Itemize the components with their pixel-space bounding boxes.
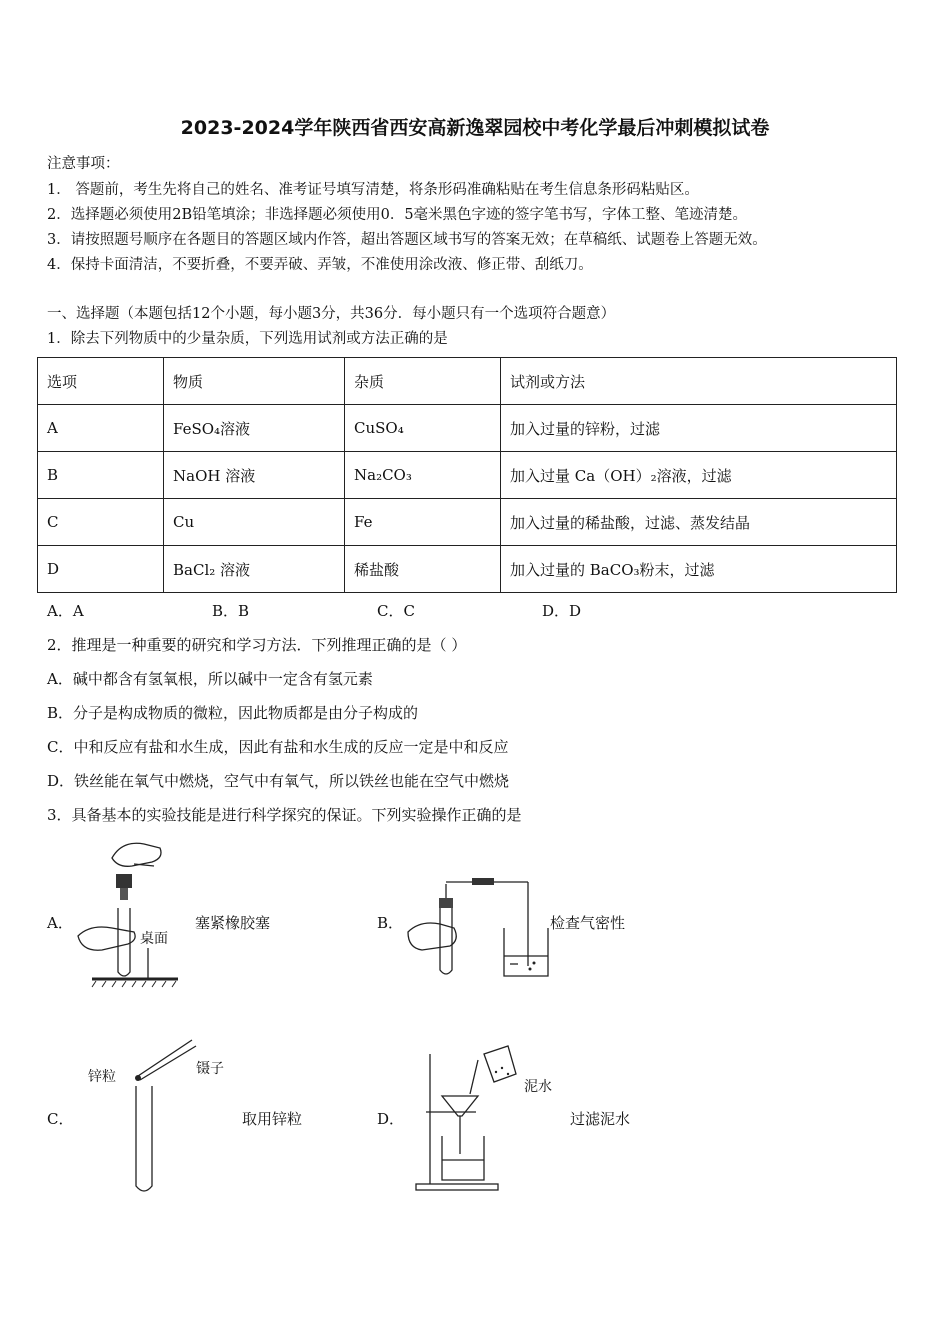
test-tube-icon <box>136 1086 152 1191</box>
table-cell: 稀盐酸 <box>345 546 501 593</box>
answer-option-b[interactable]: B．分子是构成物质的微粒，因此物质都是由分子构成的 <box>47 704 419 722</box>
option-a-letter[interactable]: A． <box>47 914 73 932</box>
beaker-icon <box>442 1136 484 1180</box>
table-cell: Na₂CO₃ <box>345 452 501 499</box>
beaker-icon <box>484 1046 516 1082</box>
test-tube-icon <box>440 908 452 974</box>
question-3-stem: 3．具备基本的实验技能是进行科学探究的保证。下列实验操作正确的是 <box>47 806 522 824</box>
figure-label: 镊子 <box>196 1061 224 1077</box>
answer-option-c[interactable]: C．中和反应有盐和水生成，因此有盐和水生成的反应一定是中和反应 <box>47 738 509 756</box>
iron-stand-base <box>416 1184 498 1190</box>
notice-item: 2．选择题必须使用2B铅笔填涂；非选择题必须使用0．5毫米黑色字迹的签字笔书写，字体工整、笔迹清楚。 <box>47 207 748 223</box>
stopper-test-tube-figure <box>72 836 202 986</box>
table-cell: 加入过量的 BaCO₃粉末，过滤 <box>501 546 897 593</box>
option-c-caption: 取用锌粒 <box>242 1110 303 1128</box>
answer-option-c[interactable]: C．C <box>377 602 415 620</box>
page-title: 2023-2024学年陕西省西安高新逸翠园校中考化学最后冲刺模拟试卷 <box>180 117 770 139</box>
option-a-caption: 塞紧橡胶塞 <box>195 914 271 932</box>
funnel-icon <box>442 1096 478 1116</box>
option-b-caption: 检查气密性 <box>550 914 626 932</box>
notice-item: 1． 答题前，考生先将自己的姓名、准考证号填写清楚，将条形码准确粘贴在考生信息条形码粘贴区。 <box>47 182 699 198</box>
option-b-letter[interactable]: B． <box>377 914 404 932</box>
notice-item: 3．请按照题号顺序在各题目的答题区域内作答，超出答题区域书写的答案无效；在草稿纸、试题卷上答题无效。 <box>47 232 767 248</box>
rubber-stopper-icon <box>116 874 132 888</box>
answer-option-b[interactable]: B．B <box>212 602 250 620</box>
zinc-granule-figure <box>126 1034 246 1198</box>
table-row <box>38 405 897 452</box>
table-cell: Cu <box>164 499 345 546</box>
hand-icon <box>408 923 456 950</box>
table-row <box>38 499 897 546</box>
question-2-stem: 2．推理是一种重要的研究和学习方法．下列推理正确的是（ ） <box>47 636 467 654</box>
tweezers-icon <box>138 1040 192 1076</box>
answer-option-a[interactable]: A．碱中都含有氢氧根，所以碱中一定含有氢元素 <box>47 670 373 688</box>
table-header: 物质 <box>164 358 345 405</box>
rubber-tube-icon <box>472 878 494 885</box>
table-row <box>38 452 897 499</box>
table-cell: NaOH 溶液 <box>164 452 345 499</box>
table-cell: B <box>38 452 164 499</box>
figure-label: 锌粒 <box>88 1069 116 1085</box>
table-header: 杂质 <box>345 358 501 405</box>
question-1-table <box>37 357 897 593</box>
option-c-letter[interactable]: C． <box>47 1110 74 1128</box>
answer-option-d[interactable]: D．D <box>542 602 582 620</box>
table-cell: Fe <box>345 499 501 546</box>
zinc-granule-icon <box>135 1075 141 1081</box>
hand-icon <box>112 843 161 866</box>
notice-item: 4．保持卡面清洁，不要折叠，不要弄破、弄皱，不准使用涂改液、修正带、刮纸刀。 <box>47 257 593 273</box>
answer-option-a[interactable]: A．A <box>47 602 84 620</box>
table-header: 选项 <box>38 358 164 405</box>
table-cell: 加入过量 Ca（OH）₂溶液，过滤 <box>501 452 897 499</box>
table-cell: C <box>38 499 164 546</box>
figure-label: 泥水 <box>524 1079 552 1095</box>
table-row <box>38 546 897 593</box>
answer-option-d[interactable]: D．铁丝能在氧气中燃烧，空气中有氧气，所以铁丝也能在空气中燃烧 <box>47 772 510 790</box>
option-d-letter[interactable]: D． <box>377 1110 405 1128</box>
beaker-icon <box>504 928 548 976</box>
hand-icon <box>78 927 135 950</box>
table-cell: BaCl₂ 溶液 <box>164 546 345 593</box>
airtightness-check-figure <box>402 870 562 982</box>
table-cell: A <box>38 405 164 452</box>
notice-heading: 注意事项： <box>47 156 120 172</box>
test-tube-icon <box>118 908 130 976</box>
table-cell: 加入过量的锌粉，过滤 <box>501 405 897 452</box>
glass-rod <box>470 1060 478 1094</box>
table-cell: CuSO₄ <box>345 405 501 452</box>
section-heading: 一、选择题（本题包括12个小题，每小题3分，共36分．每小题只有一个选项符合题意） <box>47 306 616 322</box>
table-header: 试剂或方法 <box>501 358 897 405</box>
table-header-row <box>38 358 897 405</box>
filtration-figure <box>412 1044 542 1194</box>
question-1-stem: 1．除去下列物质中的少量杂质，下列选用试剂或方法正确的是 <box>47 331 448 347</box>
table-cell: 加入过量的稀盐酸，过滤、蒸发结晶 <box>501 499 897 546</box>
table-cell: FeSO₄溶液 <box>164 405 345 452</box>
rubber-stopper-icon <box>439 898 453 908</box>
figure-label: 桌面 <box>140 931 168 947</box>
option-d-caption: 过滤泥水 <box>570 1110 631 1128</box>
table-cell: D <box>38 546 164 593</box>
